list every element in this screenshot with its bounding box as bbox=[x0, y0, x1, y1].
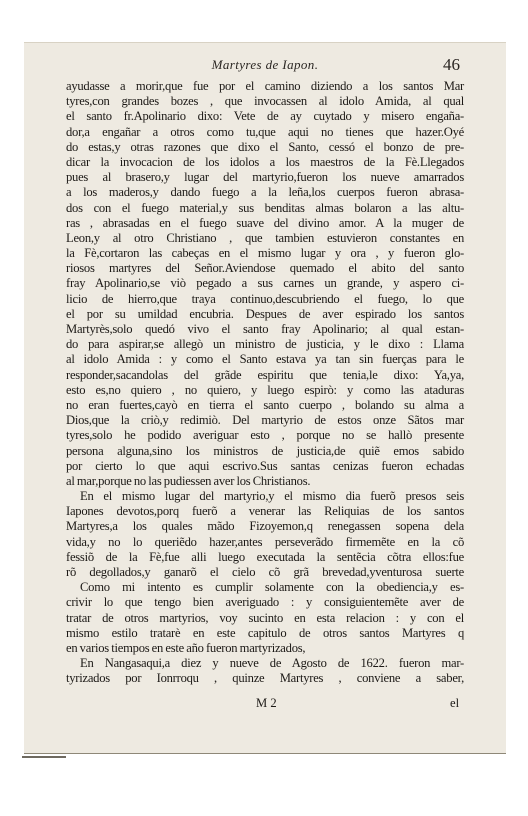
signature-mark: M 2 bbox=[256, 696, 277, 710]
text-line: licio de hierro,que traya continuo,descubriendo el fuego, lo que bbox=[66, 291, 464, 306]
text-line: tyres,solo he podido averiguar esto , porque no se hallò presente bbox=[66, 428, 464, 443]
text-line: el por su umildad encubria. Despues de aver espirado los santos bbox=[66, 306, 464, 321]
text-line: tratar de otros martyrios, voy sucinto en esta relacion : y con el bbox=[66, 610, 464, 625]
text-line: pues al brasero,y lugar del martyrio,fueron los nueve amarrados bbox=[66, 170, 464, 185]
text-line: no eran fuertes,cayò en tierra el santo cuerpo , bolando su alma a bbox=[66, 397, 464, 412]
text-line: mismo estilo tratarè en este capitulo de otros santos Martyres q bbox=[66, 625, 464, 640]
body-text bbox=[66, 79, 464, 687]
text-line: crivir lo que tengo bien averiguado : y consiguientemẽte aver de bbox=[66, 595, 464, 610]
text-line: En el mismo lugar del martyrio,y el mismo dia fuerõ presos seis bbox=[80, 489, 464, 504]
text-line: al mar,porque no las pudiessen aver los Christianos. bbox=[66, 473, 311, 488]
text-line: esto es,no quiero , no quiero, y luego espirò: y como las ataduras bbox=[66, 382, 464, 397]
scan-edge-mark bbox=[22, 756, 66, 758]
text-line: Dios,que la criò,y redimiò. Del martyrio de estos onze Sãtos mar bbox=[66, 413, 464, 428]
text-line: responder,sacandolas del grãde espiritu que tenia,le dixo: Ya,ya, bbox=[66, 367, 464, 382]
text-line: Iapones devotos,porq fuerõ a venerar las Reliquias de los santos bbox=[66, 504, 464, 519]
text-line: do para aspirar,se allegò un ministro de justicia, y le dixo : Llama bbox=[66, 337, 464, 352]
text-line: ayudasse a morir,que fue por el camino diziendo a los santos Mar bbox=[66, 79, 464, 93]
text-line: rõ degollados,y ganarõ el cielo cõ grã brevedad,yventurosa suerte bbox=[66, 565, 464, 579]
text-line: do estas,y otras razones que dixo el Santo, cessó el bonzo de pre- bbox=[66, 139, 464, 154]
text-line: riosos martyres del Señor.Aviendose quemado el abito del santo bbox=[66, 261, 464, 276]
text-line: fessiõ de la Fè,fue alli luego executada la sentẽcia cõtra ellos:fue bbox=[66, 549, 464, 564]
text-line: por cierto lo que aqui escrivo.Sus santas cenizas fueron echadas bbox=[66, 458, 464, 473]
text-line: dos con el fuego material,y sus benditas almas bolaron a las altu- bbox=[66, 200, 464, 215]
text-line: Martyres,a los quales mãdo Fizoyemon,q renegassen sopena dela bbox=[66, 519, 464, 534]
text-line: dicar la invocacion de los idolos a los maestros de la Fè.Llegados bbox=[66, 154, 464, 169]
text-line: dor,a engañar a otros como tu,que aqui no tienes que hazer.Oyé bbox=[66, 124, 464, 139]
text-line: fray Apolinario,se viò pegado a sus carnes un grande, y aspero ci- bbox=[66, 276, 464, 291]
text-line: ras , abrasadas en el fuego suave del divino amor. A la muger de bbox=[66, 215, 464, 230]
text-line: al idolo Amida : y como el Santo estava ya tan sin fuerças para le bbox=[66, 352, 464, 367]
text-line: Como mi intento es cumplir solamente con la obediencia,y es- bbox=[80, 580, 464, 595]
text-line: Leon,y al otro Christiano , que tambien estuvieron constantes en bbox=[66, 230, 464, 245]
text-line: vida,y no lo queriẽdo hazer,antes perseverãdo firmemẽte en la cõ bbox=[66, 534, 464, 549]
page-number: 46 bbox=[443, 55, 460, 74]
catchword: el bbox=[450, 696, 460, 710]
text-line: Martyrès,solo quedó vivo el santo fray Apolinario; al qual estan- bbox=[66, 322, 464, 336]
text-line: a los maderos,y dando fuego a la leña,los cuerpos fueron abrasa- bbox=[66, 185, 464, 200]
text-line: En Nangasaqui,a diez y nueve de Agosto de 1622. fueron mar- bbox=[80, 656, 464, 671]
text-line: persona alguna,sino los ministros de justicia,de quiẽ emos sabido bbox=[66, 443, 464, 458]
text-line: en varios tiempos en este año fueron martyrizados, bbox=[66, 640, 306, 655]
text-line: tyrizados por Ionrroqu , quinze Martyres , conviene a saber, bbox=[66, 671, 464, 686]
running-title: Martyres de Iapon. bbox=[211, 57, 319, 72]
text-line: tyres,con grandes bozes , que invocassen al idolo Amida, al qual bbox=[66, 94, 464, 109]
page-header bbox=[24, 57, 506, 77]
book-page bbox=[24, 42, 506, 754]
text-line: el santo fr.Apolinario dixo: Vete de ay cuytado y misero engaña- bbox=[66, 109, 464, 124]
text-line: la Fè,cortaron las cabeças en el mismo lugar y ora , y fueron glo- bbox=[66, 246, 464, 261]
